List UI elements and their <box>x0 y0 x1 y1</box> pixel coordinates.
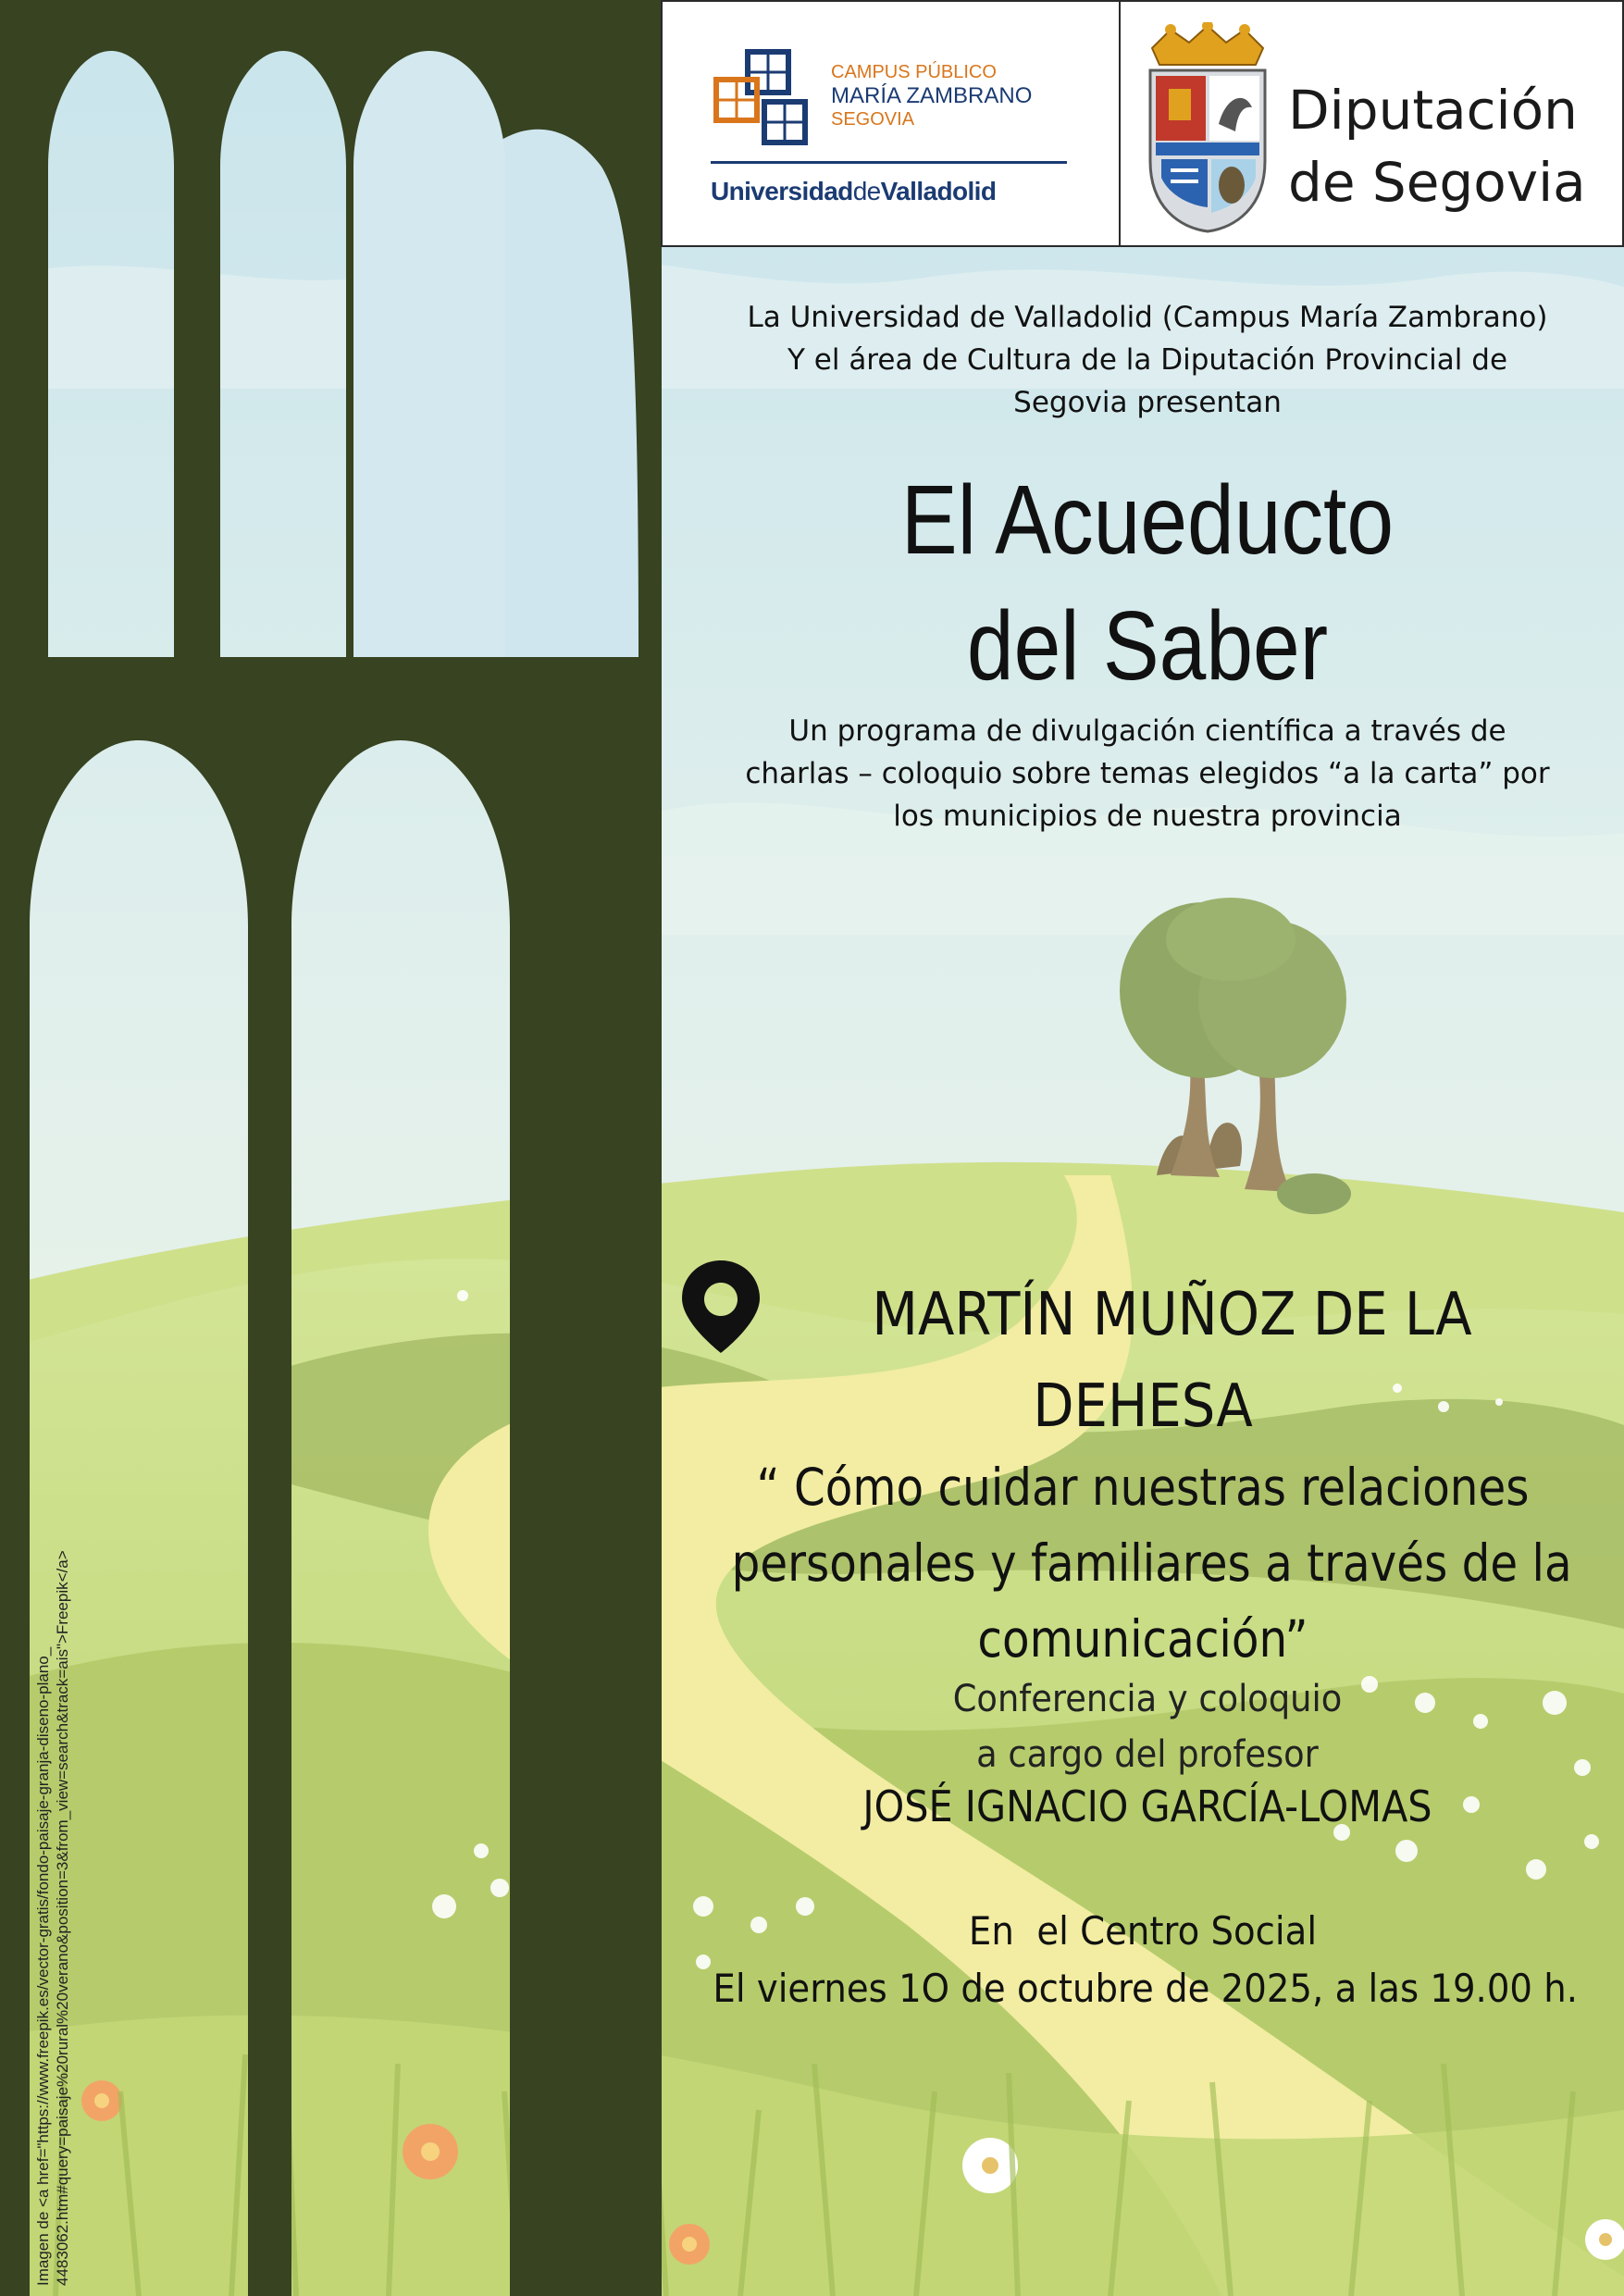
university-logo-panel <box>661 0 1121 247</box>
diputacion-line-1: Diputación <box>1288 79 1578 142</box>
university-name-part-1: Universidad <box>711 177 853 205</box>
diputacion-line-2: de Segovia <box>1288 151 1586 214</box>
location-line-1: MARTÍN MUÑOZ DE LA <box>872 1281 1472 1349</box>
event-location <box>723 1270 1564 1453</box>
credit-line-1: Imagen de <a href="https://www.freepik.es/vector-gratis/fondo-paisaje-granja-diseno-plano_ <box>34 1646 52 2286</box>
conference-note <box>722 1671 1573 1782</box>
talk-title-line-1: “ Cómo cuidar nuestras relaciones <box>756 1458 1530 1517</box>
diputacion-logo-panel <box>1119 0 1624 247</box>
campus-line-1: CAMPUS PÚBLICO <box>831 62 997 82</box>
university-name <box>711 177 996 206</box>
talk-title-line-2: personales y familiares a través de la <box>731 1533 1572 1593</box>
intro-line-2: Y el área de Cultura de la Diputación Provincial de <box>787 343 1508 377</box>
campus-line-3: SEGOVIA <box>831 109 915 130</box>
location-line-2: DEHESA <box>1033 1372 1253 1441</box>
campus-logo-text <box>831 61 1032 130</box>
date-line: El viernes 1O de octubre de 2025, a las 19.00 h. <box>713 1966 1579 2011</box>
talk-title-line-3: comunicación” <box>977 1609 1308 1669</box>
intro-line-1: La Universidad de Valladolid (Campus María Zambrano) <box>747 301 1548 334</box>
program-line-2: charlas – coloquio sobre temas elegidos “a la carta” por <box>745 757 1550 790</box>
poster-title <box>750 457 1545 709</box>
credit-line-2: 4483062.htm#query=paisaje%20rural%20verano&position=3&from_view=search&track=ais">Freepik</a> <box>54 1550 71 2286</box>
talk-title <box>731 1449 1572 1677</box>
university-name-part-2: de <box>852 177 881 205</box>
program-line-1: Un programa de divulgación científica a través de <box>788 714 1506 748</box>
venue-and-date <box>713 1903 1579 2017</box>
window-grid-logo-icon <box>713 48 814 150</box>
venue-line: En el Centro Social <box>968 1908 1318 1954</box>
diputacion-name <box>1288 74 1586 218</box>
program-line-3: los municipios de nuestra provincia <box>893 800 1402 833</box>
logo-divider <box>711 161 1067 164</box>
intro-line-3: Segovia presentan <box>1013 386 1282 419</box>
conference-line-2: a cargo del profesor <box>976 1733 1319 1776</box>
coat-of-arms-icon <box>1134 22 1282 233</box>
program-description <box>685 710 1610 838</box>
campus-line-2: MARÍA ZAMBRANO <box>831 83 1033 108</box>
intro-text <box>685 296 1610 424</box>
speaker-name: JOSÉ IGNACIO GARCÍA-LOMAS <box>862 1781 1432 1831</box>
image-credit <box>33 1550 72 2286</box>
conference-line-1: Conferencia y coloquio <box>952 1678 1343 1720</box>
university-name-part-3: Valladolid <box>880 177 997 205</box>
title-line-1: El Acueducto <box>900 465 1395 575</box>
title-line-2: del Saber <box>966 591 1329 701</box>
